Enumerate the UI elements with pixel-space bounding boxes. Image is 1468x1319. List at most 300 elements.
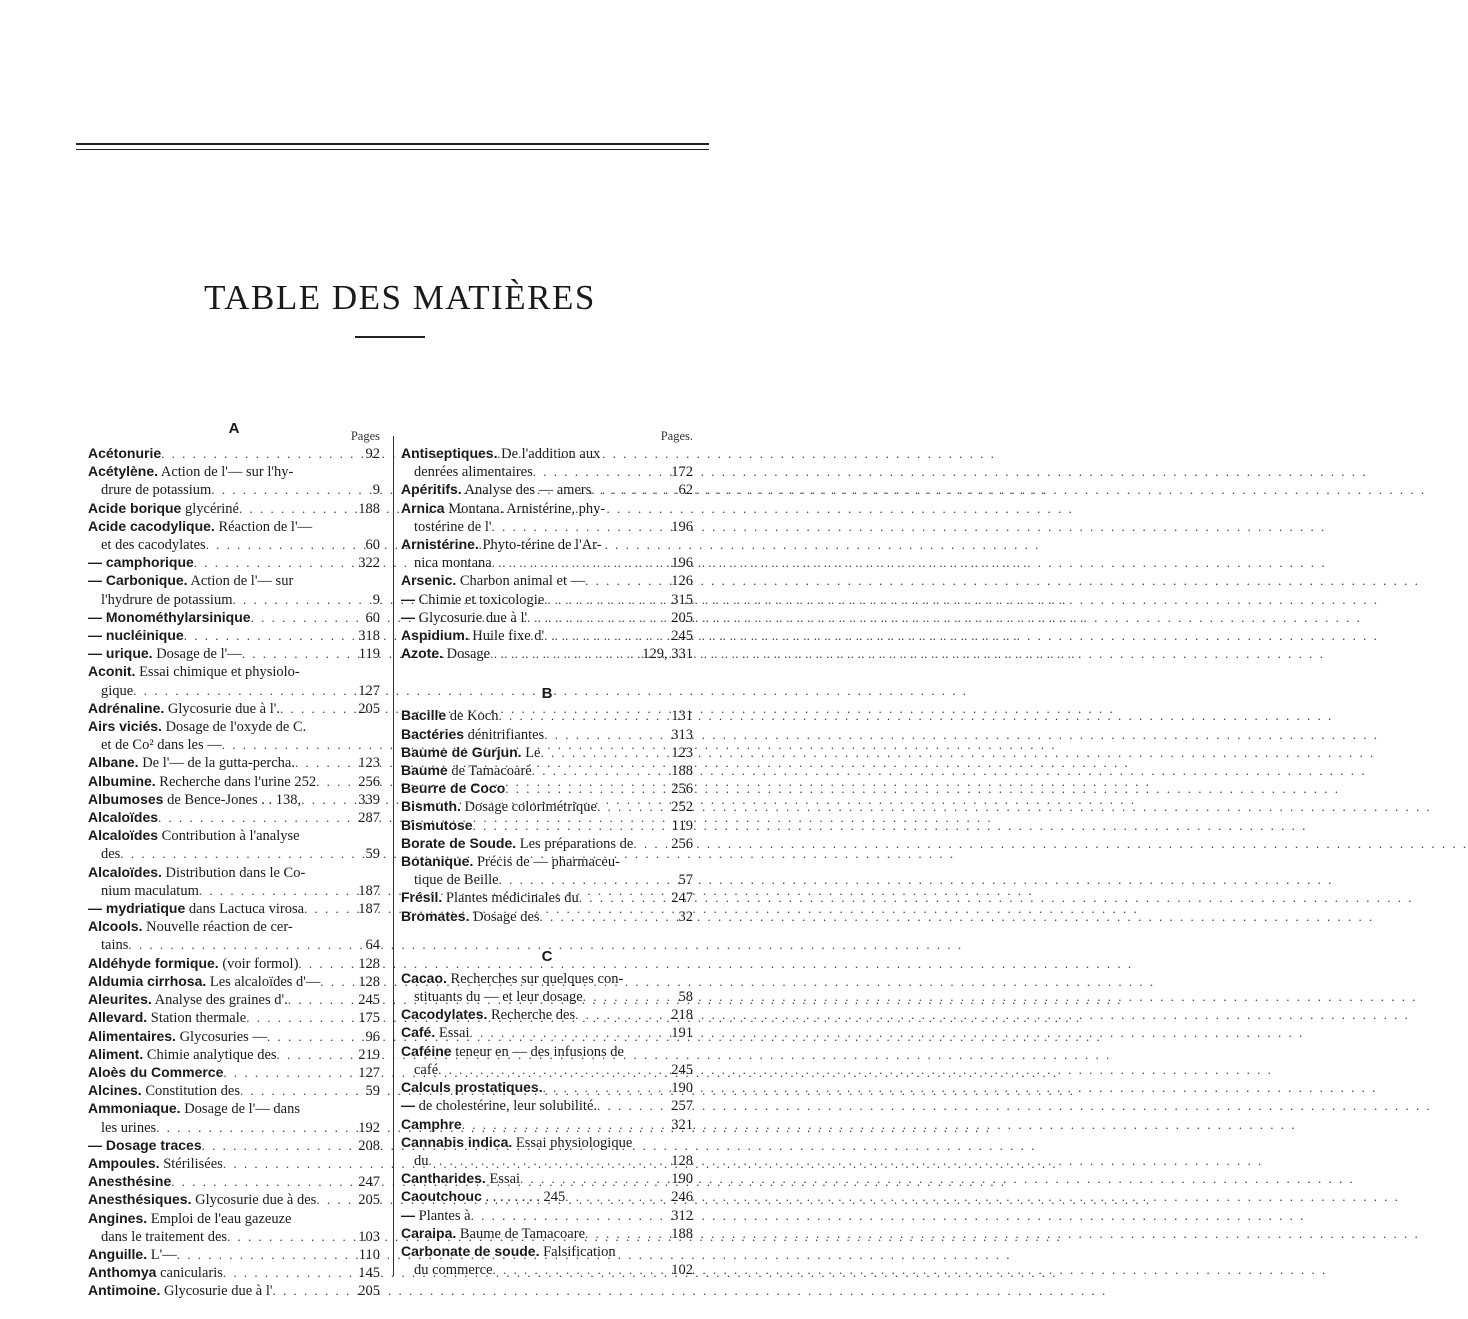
entry-text bbox=[88, 609, 251, 627]
index-entry bbox=[401, 1006, 693, 1024]
entry-line bbox=[88, 1210, 380, 1228]
entry-keyword: Caféine bbox=[401, 1042, 452, 1059]
entry-keyword: Allevard. bbox=[88, 1009, 148, 1026]
entry-text bbox=[88, 1282, 272, 1300]
entry-description: Stérilisées bbox=[159, 1155, 223, 1172]
index-entry bbox=[88, 955, 380, 973]
entry-keyword: — mydriatique bbox=[88, 900, 186, 917]
entry-description: tains bbox=[101, 937, 129, 954]
entry-text bbox=[401, 1170, 520, 1188]
entry-text bbox=[401, 627, 544, 645]
page-number: 322 bbox=[358, 555, 380, 572]
page-number: 126 bbox=[671, 573, 693, 590]
leader-dots bbox=[211, 481, 348, 498]
entry-line bbox=[88, 1173, 380, 1191]
entry-line bbox=[401, 889, 693, 907]
entry-line bbox=[88, 1155, 380, 1173]
entry-description: de Tamacoaré bbox=[447, 763, 532, 780]
leader-dots bbox=[304, 900, 348, 917]
page-number: 9 bbox=[372, 591, 380, 608]
entry-keyword: Camphre bbox=[401, 1115, 462, 1132]
index-entry bbox=[88, 1082, 380, 1100]
entry-keyword: — bbox=[401, 1097, 415, 1114]
entry-line bbox=[401, 871, 693, 889]
leader-dots bbox=[544, 591, 661, 608]
page-number: 64 bbox=[365, 937, 380, 954]
entry-line bbox=[88, 718, 380, 736]
entry-text bbox=[101, 482, 211, 499]
entry-text bbox=[401, 1079, 543, 1097]
leader-dots bbox=[320, 973, 348, 990]
index-entry bbox=[401, 1207, 693, 1225]
index-entry bbox=[401, 780, 693, 798]
index-entry bbox=[401, 627, 693, 645]
leader-dots bbox=[527, 609, 661, 626]
index-entry bbox=[88, 1009, 380, 1027]
page-number: 187 bbox=[358, 901, 380, 918]
page-number: 192 bbox=[358, 1119, 380, 1136]
leader-dots bbox=[202, 1137, 348, 1154]
entry-keyword: — Carbonique. bbox=[88, 572, 188, 589]
entry-text bbox=[401, 1116, 462, 1134]
entry-line bbox=[401, 970, 693, 988]
entry-description: Action de l'— sur l'hy- bbox=[158, 464, 294, 481]
entry-description: Dosage des bbox=[469, 908, 540, 925]
entry-description: Constitution des bbox=[141, 1083, 240, 1100]
leader-dots bbox=[184, 627, 348, 644]
leader-dots bbox=[298, 955, 348, 972]
entry-keyword: Alcaloïdes bbox=[88, 809, 159, 826]
entry-line bbox=[88, 1137, 380, 1155]
entry-line bbox=[88, 481, 380, 499]
index-entry bbox=[401, 889, 693, 907]
leader-dots bbox=[544, 627, 661, 644]
page-number: 59 bbox=[365, 1083, 380, 1100]
entry-line bbox=[88, 1009, 380, 1027]
entry-description: dénitrifiantes bbox=[464, 726, 545, 743]
entry-text bbox=[401, 744, 541, 762]
leader-dots bbox=[597, 1097, 661, 1114]
leader-dots bbox=[239, 500, 348, 517]
leader-dots bbox=[544, 726, 661, 743]
leader-dots bbox=[498, 707, 661, 724]
page-number: 256 bbox=[358, 773, 380, 790]
leader-dots bbox=[579, 889, 661, 906]
leader-dots bbox=[585, 572, 661, 589]
entry-line bbox=[88, 773, 380, 791]
index-entry bbox=[88, 1191, 380, 1209]
index-entry bbox=[401, 970, 693, 1006]
entry-text bbox=[101, 846, 120, 863]
index-entry bbox=[88, 1264, 380, 1282]
entry-line bbox=[88, 627, 380, 645]
entry-description: Recherche dans l'urine 252 bbox=[155, 773, 317, 790]
leader-dots bbox=[242, 645, 348, 662]
entry-text bbox=[88, 1064, 223, 1082]
leader-dots bbox=[223, 1155, 348, 1172]
page-number: 205 bbox=[358, 1192, 380, 1209]
entry-text bbox=[401, 908, 540, 926]
index-entry bbox=[88, 1064, 380, 1082]
leader-dots bbox=[280, 700, 348, 717]
entry-description: De l'— de la gutta-percha. bbox=[138, 755, 295, 772]
entry-line bbox=[401, 554, 693, 572]
entry-line bbox=[401, 1024, 693, 1042]
entry-line bbox=[401, 1243, 693, 1261]
leader-dots bbox=[128, 936, 348, 953]
entry-text bbox=[401, 1207, 471, 1225]
leader-dots bbox=[177, 1246, 348, 1263]
page-number: 256 bbox=[671, 781, 693, 798]
page-number: 321 bbox=[671, 1116, 693, 1133]
page-number: 60 bbox=[365, 609, 380, 626]
entry-description: Charbon animal et — bbox=[456, 573, 586, 590]
index-entry bbox=[88, 463, 380, 499]
entry-description: Essai physiologique bbox=[512, 1134, 633, 1151]
leader-dots bbox=[223, 1264, 348, 1281]
index-entry bbox=[401, 609, 693, 627]
entry-text bbox=[401, 572, 585, 590]
leader-dots bbox=[222, 736, 348, 753]
entry-keyword: Albumoses bbox=[88, 790, 164, 807]
page-number: 57 bbox=[678, 872, 693, 889]
entry-line bbox=[88, 518, 380, 536]
entry-text bbox=[414, 872, 499, 889]
leader-dots bbox=[505, 780, 661, 797]
entry-line bbox=[88, 955, 380, 973]
entry-line bbox=[401, 445, 693, 463]
page-number: 312 bbox=[671, 1207, 693, 1224]
leader-dots bbox=[492, 554, 661, 571]
entry-keyword: Bacille bbox=[401, 707, 447, 724]
entry-line bbox=[88, 645, 380, 663]
entry-text bbox=[401, 889, 579, 907]
title-divider bbox=[355, 336, 425, 338]
entry-keyword: Cacodylates. bbox=[401, 1006, 488, 1023]
entry-keyword: Bismutose bbox=[401, 816, 473, 833]
entry-line bbox=[88, 572, 380, 590]
leader-dots bbox=[583, 988, 661, 1005]
entry-keyword: Caraipa. bbox=[401, 1224, 457, 1241]
entry-text bbox=[88, 1173, 171, 1191]
index-entry bbox=[88, 700, 380, 718]
leader-dots bbox=[194, 554, 348, 571]
entry-text bbox=[101, 1229, 227, 1246]
entry-description: Analyse des — amers bbox=[461, 482, 592, 499]
entry-text bbox=[88, 627, 184, 645]
index-entry bbox=[88, 518, 380, 554]
entry-keyword: Arsenic. bbox=[401, 572, 457, 589]
leader-dots bbox=[473, 817, 661, 834]
index-entry bbox=[88, 663, 380, 699]
page-number: 246 bbox=[671, 1189, 693, 1206]
section-spacer bbox=[401, 663, 693, 683]
entry-text bbox=[88, 991, 288, 1009]
entry-keyword: Aliment. bbox=[88, 1045, 144, 1062]
entry-text bbox=[101, 1120, 156, 1137]
entry-line bbox=[401, 1170, 693, 1188]
entry-description: Recherche des bbox=[487, 1007, 576, 1024]
page-number: 219 bbox=[358, 1046, 380, 1063]
entry-keyword: Caoutchouc bbox=[401, 1188, 482, 1205]
entry-keyword: Aloès du Commerce bbox=[88, 1063, 224, 1080]
entry-description: glycériné bbox=[181, 500, 239, 517]
entry-description: Phyto-térine de l'Ar- bbox=[478, 537, 602, 554]
entry-description: des bbox=[101, 846, 121, 863]
entry-line bbox=[401, 726, 693, 744]
entry-keyword: — camphorique bbox=[88, 554, 194, 571]
entry-keyword: Carbonate de soude. bbox=[401, 1242, 540, 1259]
entry-description: Analyse des graines d'. bbox=[151, 992, 288, 1009]
page-number: 196 bbox=[671, 555, 693, 572]
entry-keyword: Aleurites. bbox=[88, 991, 152, 1008]
entry-line bbox=[88, 554, 380, 572]
entry-description: Réaction de l'— bbox=[214, 518, 313, 535]
leader-dots bbox=[295, 754, 348, 771]
leader-dots bbox=[227, 1228, 348, 1245]
entry-line bbox=[401, 835, 693, 853]
entry-line bbox=[88, 1082, 380, 1100]
leader-dots bbox=[533, 463, 661, 480]
entry-description: Précis de — pharmaceu- bbox=[473, 854, 620, 871]
leader-dots bbox=[171, 1173, 348, 1190]
leader-dots bbox=[633, 835, 661, 852]
index-entry bbox=[401, 645, 693, 663]
index-entry bbox=[88, 1028, 380, 1046]
entry-description: drure de potassium bbox=[101, 482, 212, 499]
entry-text bbox=[88, 809, 158, 827]
entry-text bbox=[101, 537, 206, 554]
index-entry bbox=[401, 1024, 693, 1042]
page-number: 191 bbox=[671, 1025, 693, 1042]
page-number: 218 bbox=[671, 1007, 693, 1024]
entry-text bbox=[88, 718, 306, 736]
index-entry bbox=[401, 1079, 693, 1097]
entry-description: Nouvelle réaction de cer- bbox=[142, 919, 293, 936]
index-entry bbox=[401, 1170, 693, 1188]
entry-description: denrées alimentaires bbox=[414, 464, 533, 481]
index-entry bbox=[88, 1155, 380, 1173]
entry-keyword: Alimentaires. bbox=[88, 1027, 176, 1044]
entry-keyword: Albumine. bbox=[88, 772, 156, 789]
entry-text bbox=[101, 737, 222, 754]
entry-line bbox=[401, 500, 693, 518]
entry-text bbox=[401, 762, 532, 780]
entry-description: tostérine de l' bbox=[414, 518, 492, 535]
section-letter-c: C bbox=[541, 947, 553, 965]
entry-keyword: Albane. bbox=[88, 754, 139, 771]
leader-dots bbox=[267, 1028, 348, 1045]
entry-keyword: Angines. bbox=[88, 1209, 148, 1226]
entry-keyword: Bactéries bbox=[401, 725, 465, 742]
index-entry bbox=[401, 762, 693, 780]
page-number: 59 bbox=[365, 846, 380, 863]
leader-dots bbox=[246, 1009, 348, 1026]
entry-text bbox=[401, 798, 597, 816]
index-entry bbox=[88, 718, 380, 754]
entry-line bbox=[401, 572, 693, 590]
page-number: 287 bbox=[358, 810, 380, 827]
page-number: 245 bbox=[358, 992, 380, 1009]
entry-line bbox=[401, 518, 693, 536]
entry-text bbox=[88, 1082, 240, 1100]
entry-line bbox=[88, 1228, 380, 1246]
entry-description: Glycosurie due à l'. bbox=[164, 700, 281, 717]
entry-line bbox=[88, 918, 380, 936]
top-rule-thin bbox=[76, 149, 709, 150]
leader-dots bbox=[438, 1061, 661, 1078]
entry-text bbox=[414, 1153, 429, 1170]
entry-description: Baume de Tamacoare bbox=[456, 1225, 586, 1242]
entry-line bbox=[88, 609, 380, 627]
index-entry bbox=[401, 591, 693, 609]
entry-text bbox=[401, 536, 602, 554]
entry-text bbox=[88, 827, 300, 845]
entry-description: Les alcaloïdes d'— bbox=[206, 973, 321, 990]
entry-keyword: Bromates. bbox=[401, 907, 470, 924]
entry-keyword: Acétylène. bbox=[88, 463, 159, 480]
entry-text bbox=[401, 500, 605, 518]
entry-keyword: Alcaloïdes. bbox=[88, 863, 162, 880]
leader-dots bbox=[301, 791, 348, 808]
entry-description: dans le traitement des bbox=[101, 1228, 228, 1245]
entry-text bbox=[401, 707, 498, 725]
index-entry bbox=[401, 1134, 693, 1170]
entry-line bbox=[401, 627, 693, 645]
entry-description: du commerce bbox=[414, 1262, 493, 1279]
entry-line bbox=[401, 1006, 693, 1024]
entry-text bbox=[88, 500, 239, 518]
leader-dots bbox=[223, 1064, 348, 1081]
leader-dots bbox=[277, 1046, 348, 1063]
entry-description: de Bence-Jones . . 138, bbox=[163, 791, 302, 808]
entry-line bbox=[88, 864, 380, 882]
entry-description: Chimie analytique des bbox=[143, 1046, 277, 1063]
entry-line bbox=[401, 1097, 693, 1115]
leader-dots bbox=[272, 1282, 348, 1299]
entry-keyword: Acétonurie bbox=[88, 445, 162, 461]
entry-text bbox=[88, 773, 316, 791]
page-number: 119 bbox=[671, 817, 693, 834]
leader-dots bbox=[471, 1207, 661, 1224]
page-number: 123 bbox=[358, 755, 380, 772]
index-entry bbox=[88, 554, 380, 572]
entry-keyword: — Monométhylarsinique bbox=[88, 608, 251, 625]
entry-keyword: — nucléinique bbox=[88, 627, 184, 644]
entry-text bbox=[88, 1046, 277, 1064]
entry-description: Glycosurie due à des bbox=[191, 1192, 317, 1209]
entry-text bbox=[401, 970, 623, 988]
page-number: 175 bbox=[358, 1010, 380, 1027]
page-number: 127 bbox=[358, 682, 380, 699]
entry-keyword: Antimoine. bbox=[88, 1282, 161, 1299]
page-number: 119 bbox=[358, 646, 380, 663]
entry-keyword: Calculs prostatiques. bbox=[401, 1079, 543, 1096]
index-entry bbox=[88, 645, 380, 663]
entry-keyword: Café. bbox=[401, 1024, 436, 1041]
entry-description: du bbox=[414, 1152, 429, 1169]
index-entry bbox=[88, 1100, 380, 1136]
entry-text bbox=[401, 645, 490, 663]
entry-description: Chimie et toxicologie bbox=[415, 591, 545, 608]
section-letter-a: A bbox=[228, 420, 240, 437]
leader-dots bbox=[520, 1170, 661, 1187]
index-entry bbox=[401, 536, 693, 572]
entry-description: nium maculatum bbox=[101, 882, 199, 899]
entry-description: dans Lactuca virosa bbox=[185, 901, 305, 918]
entry-description: Plantes à bbox=[415, 1207, 471, 1224]
leader-dots bbox=[156, 1119, 348, 1136]
entry-description: Contribution à l'analyse bbox=[158, 828, 300, 845]
entry-text bbox=[101, 883, 199, 900]
entry-line bbox=[88, 700, 380, 718]
entry-description: gique bbox=[101, 682, 134, 699]
entry-line bbox=[88, 463, 380, 481]
entry-description: de cholestérine, leur solubilité. bbox=[415, 1098, 598, 1115]
entry-line bbox=[401, 1134, 693, 1152]
leader-dots bbox=[199, 882, 348, 899]
page-number: 172 bbox=[671, 464, 693, 481]
entry-text bbox=[414, 555, 492, 572]
index-entry bbox=[401, 1116, 693, 1134]
index-entry bbox=[88, 1282, 380, 1300]
entry-line bbox=[401, 591, 693, 609]
entry-keyword: Arnica bbox=[401, 499, 445, 516]
entry-line bbox=[401, 481, 693, 499]
entry-text bbox=[88, 1028, 267, 1046]
entry-line bbox=[401, 463, 693, 481]
entry-line bbox=[88, 1191, 380, 1209]
entry-line bbox=[88, 591, 380, 609]
leader-dots bbox=[206, 536, 348, 553]
index-entry bbox=[88, 1046, 380, 1064]
entry-line bbox=[88, 900, 380, 918]
entry-keyword: Alcines. bbox=[88, 1082, 142, 1099]
entry-description: Glycosurie due à l' bbox=[160, 1283, 273, 1300]
entry-line bbox=[88, 536, 380, 554]
entry-line bbox=[401, 707, 693, 725]
entry-text bbox=[401, 780, 505, 798]
entry-keyword: Cantharides. bbox=[401, 1170, 486, 1187]
entry-description: Station thermale bbox=[147, 1010, 247, 1027]
entry-description: Emploi de l'eau gazeuze bbox=[147, 1210, 292, 1227]
pages-label: Pages bbox=[350, 429, 380, 443]
entry-description: Montana. Arnistérine, phy- bbox=[444, 500, 606, 517]
page-number: 92 bbox=[365, 446, 380, 462]
page-number: 131 bbox=[671, 708, 693, 725]
section-letter-b: B bbox=[541, 685, 553, 703]
entry-keyword: Aldéhyde formique. bbox=[88, 954, 219, 971]
entry-text bbox=[401, 609, 527, 627]
entry-text bbox=[401, 726, 544, 744]
entry-description: l'hydrure de potassium bbox=[101, 591, 233, 608]
page-number: 96 bbox=[365, 1028, 380, 1045]
entry-line bbox=[88, 1119, 380, 1137]
leader-dots bbox=[120, 845, 348, 862]
page-number: 256 bbox=[671, 835, 693, 852]
entry-text bbox=[401, 835, 633, 853]
page-number: 247 bbox=[358, 1174, 380, 1191]
entry-keyword: — bbox=[401, 590, 415, 607]
entry-line bbox=[401, 762, 693, 780]
page-number: 313 bbox=[671, 726, 693, 743]
entry-text bbox=[414, 464, 533, 481]
entry-text bbox=[88, 445, 161, 463]
entry-description: et de Co² dans les — bbox=[101, 737, 222, 754]
entry-text bbox=[414, 989, 583, 1006]
page-number: 205 bbox=[671, 609, 693, 626]
leader-dots bbox=[565, 1188, 661, 1205]
